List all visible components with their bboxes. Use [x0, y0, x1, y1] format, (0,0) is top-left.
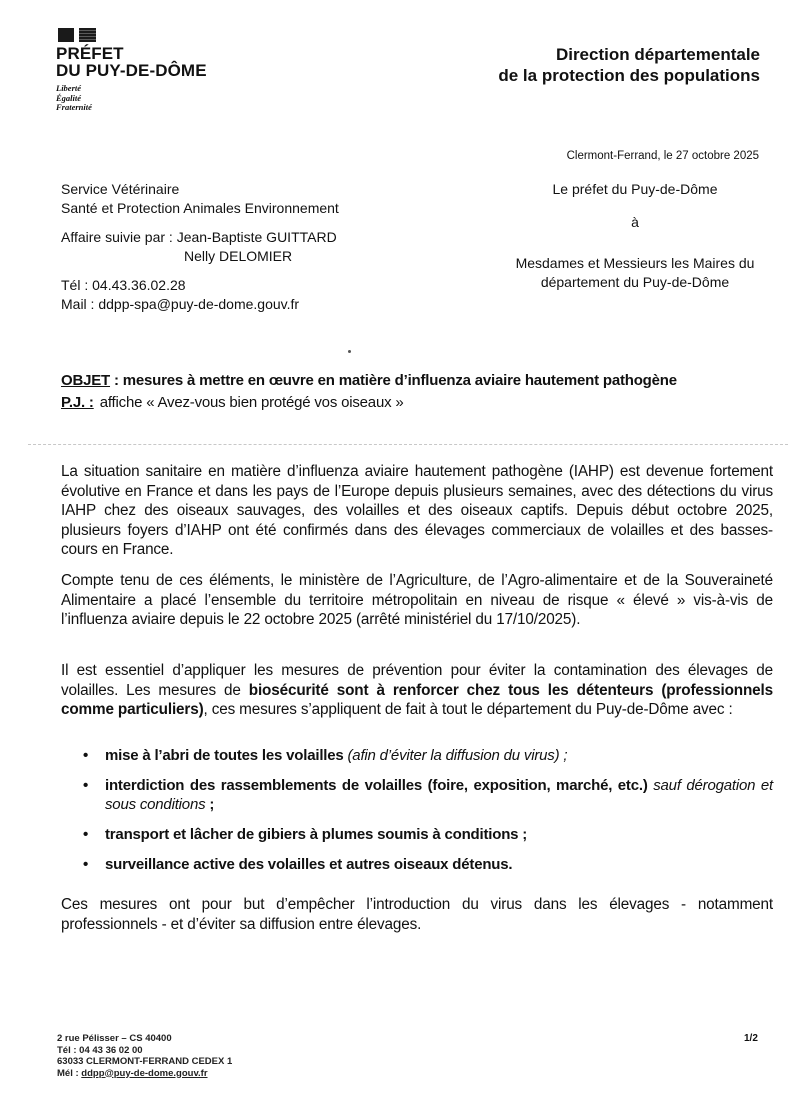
recipient-line-2: département du Puy-de-Dôme	[540, 274, 730, 290]
recipient-line-1: Mesdames et Messieurs les Maires du	[515, 255, 755, 271]
page-number: 1/2	[744, 1033, 758, 1044]
sender-phone: Tél : 04.43.36.02.28	[61, 277, 186, 293]
measure-item: • surveillance active des volailles et autres oiseaux détenus.	[61, 855, 773, 874]
prefecture-logo	[56, 28, 207, 113]
motto-fraternite: Fraternité	[56, 102, 92, 112]
attachment-line	[61, 393, 404, 413]
direction-title	[498, 44, 760, 86]
service-name: Service Vétérinaire	[61, 181, 180, 197]
motto-egalite: Égalité	[56, 92, 82, 103]
attachment-label: P.J. :	[61, 394, 94, 411]
subject-label: OBJET	[61, 372, 111, 389]
footer-phone: Tél : 04 43 36 02 00	[57, 1044, 143, 1056]
followed-by	[61, 228, 339, 247]
paragraph-purpose: Ces mesures ont pour but d’empêcher l’introduction du virus dans les élevages - notamment professionnels - et d’éviter sa diffusion entre élevages.	[61, 896, 773, 933]
letter-from: Le préfet du Puy-de-Dôme	[552, 181, 718, 197]
measure-item: • mise à l’abri de toutes les volailles (afin d’éviter la diffusion du virus) ;	[61, 746, 773, 765]
logo-title-line-1: PRÉFET	[56, 44, 124, 63]
attachment-text: affiche « Avez-vous bien protégé vos oiseaux »	[99, 394, 404, 411]
followed-by-name-1: Jean-Baptiste GUITTARD	[176, 229, 337, 245]
republic-motto	[56, 84, 207, 113]
footer-email-link[interactable]: ddpp@puy-de-dome.gouv.fr	[81, 1067, 208, 1079]
sender-email[interactable]: Mail : ddpp-spa@puy-de-dome.gouv.fr	[61, 296, 300, 312]
separator-line	[28, 444, 788, 445]
marianne-logo-icon	[58, 28, 207, 42]
direction-line-1: Direction départementale	[555, 45, 760, 64]
motto-liberte: Liberté	[56, 83, 82, 93]
scan-speck	[348, 350, 351, 353]
direction-line-2: de la protection des populations	[498, 66, 760, 85]
to-word: à	[631, 214, 639, 230]
footer-email-line: Mél : ddpp@puy-de-dome.gouv.fr	[57, 1067, 208, 1079]
biosecurity-emphasis: biosécurité sont à renforcer chez tous les détenteurs (professionnels comme particuliers)	[61, 681, 773, 718]
subject-line	[61, 371, 677, 391]
unit-name: Santé et Protection Animales Environnement	[61, 200, 339, 216]
paragraph-risk-level: Compte tenu de ces éléments, le ministère de l’Agriculture, de l’Agro-alimentaire et de la Souveraineté Alimentaire a placé l’ensemble du territoire métropolitain en niveau de risque « élevé » vis-à-vis de l’influenza aviaire depuis le 22 octobre 2025 (arrêté ministériel du 17/10/2025).	[61, 572, 773, 628]
place-date: Clermont-Ferrand, le 27 octobre 2025	[566, 150, 759, 162]
footer-city: 63033 CLERMONT-FERRAND CEDEX 1	[57, 1056, 233, 1067]
recipient-block	[470, 180, 800, 292]
measure-item: • interdiction des rassemblements de volailles (foire, exposition, marché, etc.) sauf dérogation et sous conditions ;	[61, 776, 773, 814]
followed-by-label: Affaire suivie par :	[61, 229, 177, 245]
paragraph-situation: La situation sanitaire en matière d’influenza aviaire hautement pathogène (IAHP) est devenue fortement évolutive en France et dans les pays de l’Europe depuis plusieurs semaines, avec des détections du virus IAHP chez des oiseaux sauvages, des volailles et des oiseaux captifs. Depuis début octobre 2025, plusieurs foyers d’IAHP ont été confirmés dans des élevages commerciaux de volailles et des basses-cours en France.	[61, 463, 773, 558]
sender-block	[61, 180, 339, 314]
measures-list	[61, 746, 773, 885]
measure-item: • transport et lâcher de gibiers à plumes soumis à conditions ;	[61, 825, 773, 844]
logo-title-line-2: DU PUY-DE-DÔME	[56, 61, 207, 80]
followed-by-name-2: Nelly DELOMIER	[184, 248, 293, 264]
subject-text: : mesures à mettre en œuvre en matière d’influenza aviaire hautement pathogène	[110, 372, 677, 389]
footer-street: 2 rue Pélisser – CS 40400	[57, 1033, 172, 1044]
paragraph-prevention: Il est essentiel d’appliquer les mesures de prévention pour éviter la contamination des élevages de volailles. Les mesures de biosécurité sont à renforcer chez tous les détenteurs (professionnels comme particuliers), ces mesures s’appliquent de fait à tout le département du Puy-de-Dôme avec :	[61, 662, 773, 718]
footer-address	[57, 1033, 232, 1079]
